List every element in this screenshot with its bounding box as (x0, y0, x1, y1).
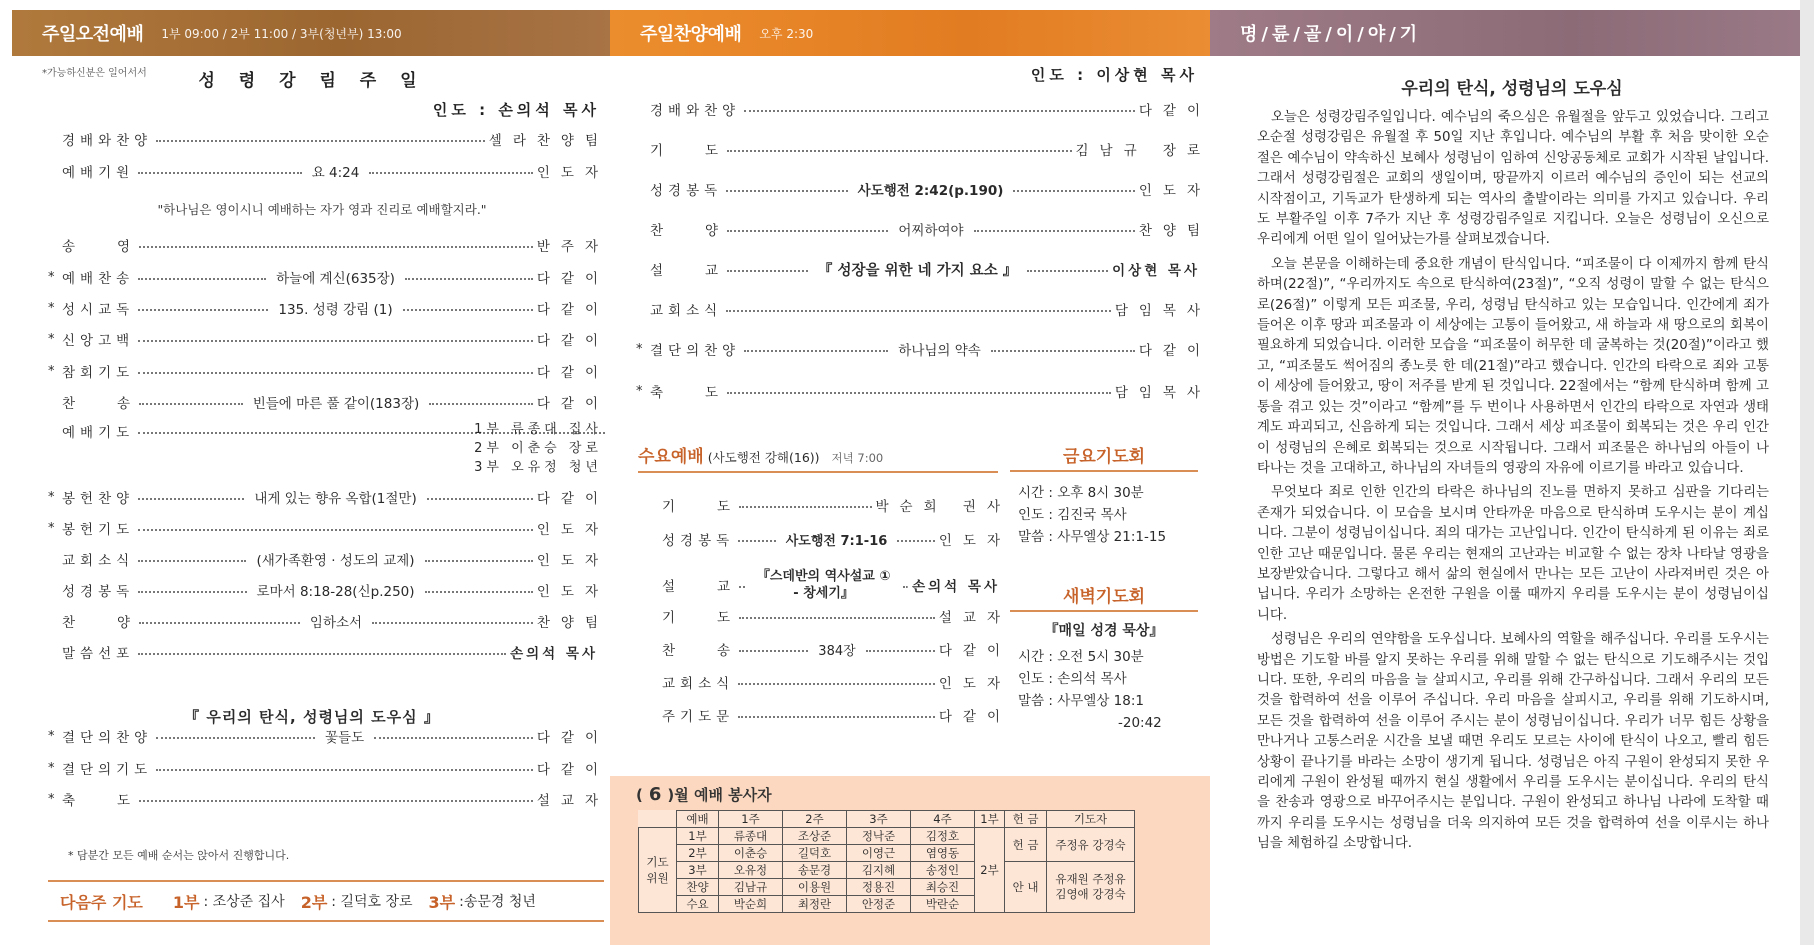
order-label: 성경봉독 (662, 533, 735, 549)
table-header: 기도자 (1047, 811, 1135, 828)
order-label: 봉헌찬양 (62, 491, 135, 507)
service-order-row (48, 757, 609, 779)
offering-names: 주정유 강경숙 (1047, 828, 1135, 862)
dot-leader (138, 372, 533, 374)
table-cell: 이영근 (847, 845, 911, 862)
seated-note: * 담분간 모든 예배 순서는 앉아서 진행합니다. (68, 849, 290, 862)
table-cell: 김지혜 (847, 862, 911, 879)
order-label: 참회기도 (62, 365, 135, 381)
order-person: 설교자 (938, 610, 1011, 626)
order-label: 기 도 (662, 610, 736, 626)
scripture-quote: "하나님은 영이시니 예배하는 자가 영과 진리로 예배할지라." (157, 202, 487, 217)
service-order-row (636, 218, 1211, 240)
service-order-row (48, 297, 609, 319)
sunday-morning-column (12, 0, 610, 945)
order-detail: 하나님의 약속 (892, 339, 987, 359)
dot-leader (739, 617, 935, 619)
next-prayer-part: 1부 (172, 892, 200, 912)
order-detail: 사도행전 7:1-16 (780, 530, 894, 549)
table-cell: 박순희 (719, 896, 783, 913)
order-detail: 135. 성령 강림 (1) (272, 298, 398, 318)
order-label: 성시교독 (62, 302, 135, 318)
service-order-row (48, 328, 609, 350)
stand-mark: * (48, 331, 55, 347)
service-leader: 인도 : 손의석 목사 (432, 101, 600, 119)
article-paragraph: 오늘은 성령강림주일입니다. 예수님의 죽으심은 유월절을 앞두고 있었습니다. 그리고 오순절 성령강림은 유월절 후 50일 지난 후입니다. 예수님의 부활 후 처음 맞이한 오순절은 예수님이 약속하신 보혜사 성령님이 임하여 신앙공동체로 교회가 시작된 날입니다. 그래서 성령강림절은 교회의 생일이며, 땅끝까지 이르러 예수님의 증인이 되는 선교의 시작점이고, 기독교가 탄생하게 되는 역사의 출발이라는 의미를 가지고 있습니다. 우리도 부활주일 이후 7주가 지난 후 성령강림주일로 지킵니다. 오늘은 성령님이 오신으로 우리에게 어떤 일이 일어났는가를 살펴보겠습니다. (1257, 110, 1769, 248)
table-cell: 김남규 (719, 879, 783, 896)
order-label: 예배찬송 (62, 271, 135, 287)
title-paren: ( (636, 786, 643, 804)
header-title: 명/륜/골/이/야/기 (1240, 24, 1422, 45)
stand-mark: * (48, 728, 55, 744)
dawn-word: 말씀 : 사무엘상 18:1 (1018, 693, 1144, 709)
order-detail: 요 4:24 (306, 161, 366, 181)
table-cell: 정낙준 (847, 828, 911, 845)
stand-mark: * (48, 269, 55, 285)
order-person: 다같이 (536, 365, 609, 381)
service-order-row (648, 605, 1011, 627)
wednesday-subtitle: (사도행전 강해(16)) (707, 450, 820, 465)
dot-leader (727, 270, 808, 272)
stand-mark: * (636, 383, 643, 399)
table-cell: 수요 (677, 896, 719, 913)
volunteers-box (610, 776, 1210, 945)
stand-mark: * (48, 791, 55, 807)
dot-leader (139, 800, 533, 802)
article-paragraph: 오늘 본문을 이해하는데 중요한 개념이 탄식입니다. “피조물이 다 이제까지 함께 탄식하며(22절)”, “우리까지도 속으로 탄식하여(23절)”, “오직 성령이 말할 수 없는 탄식으로(26절)” 이렇게 모든 피조물, 우리, 성령님 탄식하고 있는 모습입니다. 인간에게 죄가 들어온 이후 땅과 피조물과 이 세상에는 고통이 들어왔고, 새 하늘과 새 땅으로의 회복이 필요하게 되었습니다. 이러한 모습을 “피조물이 허무한 데 굴복하는 것(20절)”이라고 했고, “피조물도 썩어짐의 종노릇 한 데(21절)”라고 했습니다. 인간의 타락으로 죄와 고통이 세상에 들어왔고, 땅이 저주를 받게 된 것입니다. 22절에서는 “함께 탄식하며 함께 고통을 겪고 있는 것”이라고 “함께”를 두 번이나 사용하면서 인간의 타락으로 자연과 생태계도 파괴되고, 신음하게 되는 것입니다. 그래서 세상 피조물이 회복되는 것은 우리 인간이 성령님의 은혜로 회복되는 것으로 시작됩니다. 그래서 피조물은 하나님의 아들이 나타나는 것을 고대하고, 하나님의 자녀들의 영광의 자유에 이르기를 바라고 있습니다. (1257, 256, 1769, 476)
order-person: 다같이 (536, 302, 609, 318)
order-person: 인도자 (536, 553, 609, 569)
table-cell: 찬양 (677, 879, 719, 896)
service-order-row (48, 360, 609, 382)
table-cell: 최승진 (911, 879, 975, 896)
table-cell: 염영동 (911, 845, 975, 862)
order-label: 말씀선포 (62, 646, 135, 662)
order-person: 인도자 (536, 165, 610, 181)
table-header: 1부 (975, 811, 1005, 828)
table-header: 1주 (719, 811, 783, 828)
header-title: 주일찬양예배 (640, 24, 742, 45)
order-label: 설 교 (662, 579, 736, 595)
service-leader: 인도 : 이상현 목사 (1030, 66, 1198, 84)
next-prayer-title: 다음주 기도 (60, 892, 143, 912)
order-detail: 384장 (812, 640, 861, 659)
sunday-afternoon-header (610, 10, 1210, 56)
service-order-row (48, 610, 610, 632)
order-label: 찬 양 (62, 615, 136, 631)
dawn-prayer-info (1018, 646, 1162, 734)
order-person: 다같이 (536, 491, 609, 507)
order-person: 다같이 (1138, 103, 1211, 119)
right-edge-bar (1800, 0, 1814, 945)
friday-time: 시간 : 오후 8시 30분 (1018, 485, 1144, 501)
order-person: 인도자 (938, 533, 1011, 549)
guide-names-line: 김영애 강경숙 (1055, 887, 1126, 901)
service-order-row (48, 788, 609, 810)
dot-leader (738, 716, 935, 718)
table-header: 예배 (677, 811, 719, 828)
group-label: 기도 위원 (639, 828, 677, 913)
order-person: 인도자 (938, 676, 1011, 692)
table-cell: 류종대 (719, 828, 783, 845)
order-label: 예배기도 (62, 425, 135, 441)
service-order-row (48, 391, 610, 413)
service-order-row (48, 128, 609, 150)
order-person: 김남규 장로 (1075, 143, 1211, 159)
dot-leader (156, 737, 315, 739)
dot-leader (138, 340, 533, 342)
stand-mark: * (48, 520, 55, 536)
prayer-list (312, 420, 602, 477)
dot-leader (738, 683, 935, 685)
guide-label: 안 내 (1005, 862, 1047, 913)
order-label: 결단의찬양 (62, 730, 153, 746)
dot-leader (866, 650, 935, 652)
order-label: 경배와찬양 (62, 133, 153, 149)
dawn-prayer-header: 새벽기도회 (1010, 582, 1198, 612)
table-header: 3주 (847, 811, 911, 828)
order-label: 성경봉독 (62, 584, 135, 600)
dot-leader (369, 172, 533, 174)
next-prayer-part: 2부 (300, 892, 328, 912)
header-title: 주일오전예배 (42, 24, 144, 45)
stand-mark: * (48, 489, 55, 505)
service-order-row (648, 704, 1011, 726)
order-label: 결단의찬양 (650, 343, 741, 359)
service-order-row (648, 671, 1011, 693)
friday-word: 말씀 : 사무엘상 21:1-15 (1018, 529, 1167, 545)
dot-leader (139, 622, 300, 624)
order-detail: 임하소서 (304, 611, 368, 631)
dot-leader (156, 140, 485, 142)
order-detail: 내게 있는 향유 옥합(1절만) (248, 487, 422, 507)
service-order-row (48, 548, 609, 570)
table-cell: 1부 (677, 828, 719, 845)
order-label: 설 교 (650, 263, 724, 279)
dot-leader (374, 737, 533, 739)
table-cell: 조상준 (783, 828, 847, 845)
order-detail: 빈들에 마른 풀 같이(183장) (247, 392, 426, 412)
dot-leader (974, 230, 1135, 232)
dot-leader (138, 653, 506, 655)
order-label: 주기도문 (662, 709, 735, 725)
table-cell: 송문경 (783, 862, 847, 879)
guide-names (1047, 862, 1135, 913)
order-person: 다같이 (536, 730, 609, 746)
order-label: 찬 송 (62, 396, 136, 412)
dot-leader (138, 591, 246, 593)
dot-leader (744, 110, 1135, 112)
table-header: 헌 금 (1005, 811, 1047, 828)
order-label: 교회소식 (662, 676, 735, 692)
dot-leader (425, 560, 533, 562)
dot-leader (139, 246, 533, 248)
table-cell: 3부 (677, 862, 719, 879)
service-order-row (636, 98, 1211, 120)
prayer-list-item: 1부 류종대 집사 (474, 422, 602, 437)
dot-leader (405, 278, 533, 280)
dot-leader (138, 498, 244, 500)
order-label: 결단의기도 (62, 762, 153, 778)
dot-leader (727, 392, 1111, 394)
order-detail: 꽃들도 (319, 726, 370, 746)
order-person: 이상현 목사 (1112, 263, 1201, 279)
service-order-row (48, 160, 610, 182)
service-order-row (636, 258, 1200, 280)
article-body (1257, 108, 1769, 859)
stand-mark: * (636, 341, 643, 357)
friday-leader: 인도 : 김진국 목사 (1018, 507, 1127, 523)
service-order-row (48, 517, 609, 539)
dot-leader (138, 278, 266, 280)
stand-mark: * (48, 300, 55, 316)
order-label: 교회소식 (62, 553, 135, 569)
service-order-row (648, 565, 1000, 605)
sermon-line-2: - 창세기』 (793, 586, 854, 601)
order-person: 담임목사 (1114, 303, 1211, 319)
dot-leader (739, 586, 745, 588)
dot-leader (403, 309, 533, 311)
dot-leader (903, 586, 909, 588)
dot-leader (739, 650, 808, 652)
volunteers-title (636, 784, 772, 805)
order-person: 박순희 권사 (875, 499, 1011, 515)
service-order-row (48, 725, 609, 747)
column-header (1210, 10, 1814, 56)
stand-mark: * (48, 760, 55, 776)
table-header: 4주 (911, 811, 975, 828)
dot-leader (156, 769, 533, 771)
order-person: 다같이 (938, 709, 1011, 725)
dawn-program: 『매일 성경 묵상』 (1044, 623, 1164, 639)
table-cell: 오유정 (719, 862, 783, 879)
order-detail: 어찌하여야 (892, 219, 969, 239)
order-person: 다같이 (1138, 343, 1212, 359)
next-prayer-name: : 길덕호 장로 (331, 894, 413, 910)
order-label: 찬 양 (650, 223, 724, 239)
order-label: 기 도 (650, 143, 724, 159)
dot-leader (727, 230, 888, 232)
guide-names-line: 유재원 주정유 (1055, 872, 1126, 886)
service-order-row (48, 641, 598, 663)
dot-leader (897, 540, 935, 542)
table-cell: 박란순 (911, 896, 975, 913)
order-person: 찬양팀 (536, 615, 610, 631)
dot-leader (727, 150, 1071, 152)
table-cell: 김정호 (911, 828, 975, 845)
table-cell: 정용진 (847, 879, 911, 896)
article-paragraph: 성령님은 우리의 연약함을 도우십니다. 보혜사의 역할을 해주십니다. 우리를 도우시는 방법은 기도할 바를 알지 못하는 우리를 위해 말할 수 없는 탄식으로 기도해주시는 것입니다. 또한, 우리의 마음을 늘 살피시고, 우리를 위해 간구하십니다. 그래서 우리의 모든 것을 합력하여 선을 이루어 주십니다. 우리 마음을 살피시고, 우리를 위해 기도하시며, 모든 것을 합력하여 선을 이루어 주시는 분이 성령님이십니다. 우리가 너무 힘든 상황을 만나거나 고통스러운 시간을 보낼 때면 우리도 모르는 사이에 탄식이 나오고, 빨리 힘든 상황이 끝나기를 바라는 소망이 생기게 됩니다. 성령님은 아직 구원이 완성되지 못한 우리에게 구원이 완성될 때까지 현실 생활에서 우리를 도우시는 분이십니다. 우리의 탄식을 찬송과 영광으로 바꾸어주시는 분입니다. 구원이 완성되고 하나님 나라에 도착할 때까지 우리를 도우시는 성령님을 더욱 의지하여 모든 것을 합력하여 선을 이루시는 하나님을 체험하길 소망합니다. (1257, 632, 1769, 852)
service-order-row (48, 579, 609, 601)
volunteers-table (638, 810, 1135, 913)
header-times: 1부 09:00 / 2부 11:00 / 3부(청년부) 13:00 (161, 26, 402, 41)
dawn-word-cont: -20:42 (1118, 715, 1162, 731)
dot-leader (372, 622, 533, 624)
service-order-row (636, 380, 1211, 402)
volunteers-month: 6 (648, 784, 662, 805)
friday-prayer-info (1018, 482, 1166, 548)
dot-leader (1013, 190, 1134, 192)
table-corner (639, 811, 677, 828)
friday-prayer-header: 금요기도회 (1010, 442, 1198, 472)
dot-leader (738, 540, 776, 542)
next-week-prayer-bar (48, 880, 604, 922)
next-prayer-name: : 조상준 집사 (203, 894, 285, 910)
table-cell: 2부 (677, 845, 719, 862)
order-detail: 하늘에 계신(635장) (270, 267, 401, 287)
order-person: 손의석 목사 (510, 646, 598, 662)
order-person: 인도자 (1138, 183, 1211, 199)
dot-leader (138, 560, 246, 562)
order-label: 축 도 (62, 793, 136, 809)
order-person: 다같이 (536, 396, 610, 412)
article-paragraph: 무엇보다 죄로 인한 인간의 타락은 하나님의 진노를 면하지 못하고 심판을 기다리는 존재가 되었습니다. 이 모습을 보시며 안타까운 마음으로 탄식하며 도우시는 분이 계십니다. 그분이 성령님이십니다. 죄의 대가는 고난입니다. 인간이 탄식하게 된 이유는 죄로 인한 고난 때문입니다. 물론 우리는 현재의 고난과는 비교할 수 없는 장차 나타날 영광을 보장받았습니다. 그렇다고 해서 삶의 현실에서 만나는 모든 고난이 사라져버린 것은 아닙니다. 우리가 소망하는 온전한 구원을 이룰 때까지 우리를 도우시는 분이 성령님이십니다. (1257, 485, 1769, 623)
dot-leader (726, 310, 1111, 312)
dot-leader (1027, 270, 1108, 272)
table-cell: 송정인 (911, 862, 975, 879)
order-person: 다같이 (536, 762, 609, 778)
order-person: 찬양팀 (1138, 223, 1211, 239)
order-person: 셀라찬양팀 (488, 133, 609, 149)
offering-label: 헌 금 (1005, 828, 1047, 862)
dot-leader (139, 403, 243, 405)
dawn-leader: 인도 : 손의석 목사 (1018, 671, 1127, 687)
order-label: 축 도 (650, 385, 724, 401)
order-person: 다같이 (938, 643, 1011, 659)
order-label: 송 영 (62, 239, 136, 255)
order-label: 교회소식 (650, 303, 723, 319)
table-cell: 이춘승 (719, 845, 783, 862)
service-order-row (648, 494, 1011, 516)
next-prayer-part: 3부 (428, 892, 456, 912)
order-detail: (새가족환영 · 성도의 교제) (250, 549, 420, 569)
order-label: 예배기원 (62, 165, 135, 181)
service-title: 성 령 강 림 주 일 (198, 71, 426, 91)
header-time: 오후 2:30 (759, 26, 814, 41)
service-order-row (636, 178, 1211, 200)
dot-leader (429, 403, 533, 405)
order-person: 손의석 목사 (912, 579, 1000, 595)
table-header: 2주 (783, 811, 847, 828)
sermon-title: 『 우리의 탄식, 성령님의 도우심 』 (184, 708, 440, 726)
dawn-time: 시간 : 오전 5시 30분 (1018, 649, 1144, 665)
prayer-list-item: 3부 오유정 청년 (474, 460, 602, 475)
wednesday-header (638, 442, 998, 473)
dot-leader (427, 498, 533, 500)
order-label: 찬 송 (662, 643, 736, 659)
order-detail: 사도행전 2:42(p.190) (852, 179, 1010, 199)
service-order-row (648, 638, 1011, 660)
dot-leader (138, 309, 268, 311)
order-person: 설교자 (536, 793, 609, 809)
order-person: 인도자 (536, 584, 609, 600)
service-order-row (636, 138, 1211, 160)
table-cell: 안정준 (847, 896, 911, 913)
title-rest: )월 예배 봉사자 (667, 786, 772, 804)
service-order-row (648, 528, 1011, 550)
table-cell: 최정란 (783, 896, 847, 913)
order-label: 성경봉독 (650, 183, 723, 199)
service-order-row (48, 486, 609, 508)
dot-leader (138, 529, 533, 531)
service-order-row (48, 266, 610, 288)
order-person: 다같이 (536, 333, 609, 349)
stand-note: *가능하신분은 일어서서 (42, 68, 147, 79)
service-order-row (636, 338, 1212, 360)
dot-leader (739, 506, 871, 508)
dot-leader (425, 591, 533, 593)
stand-mark: * (48, 363, 55, 379)
table-cell: 길덕호 (783, 845, 847, 862)
order-detail: 『 성장을 위한 네 가지 요소 』 (812, 259, 1023, 280)
order-person: 인도자 (536, 522, 609, 538)
table-cell: 이용원 (783, 879, 847, 896)
wednesday-title: 수요예배 (638, 447, 704, 467)
order-person: 반주자 (536, 239, 609, 255)
part-label: 2부 (975, 828, 1005, 913)
prayer-list-item: 2부 이춘승 장로 (474, 441, 602, 456)
sermon-line-1: 『스데반의 역사설교 ① (756, 569, 891, 584)
order-label: 경배와찬양 (650, 103, 741, 119)
order-label: 봉헌기도 (62, 522, 135, 538)
order-label: 신앙고백 (62, 333, 135, 349)
dot-leader (991, 350, 1135, 352)
order-person: 담임목사 (1114, 385, 1211, 401)
order-detail: 로마서 8:18-28(신p.250) (251, 580, 421, 600)
order-person: 다같이 (536, 271, 610, 287)
dot-leader (744, 350, 888, 352)
sunday-morning-header (12, 10, 610, 56)
wednesday-time: 저녁 7:00 (831, 451, 884, 465)
service-order-row (636, 298, 1211, 320)
order-label: 기 도 (662, 499, 736, 515)
dot-leader (726, 190, 847, 192)
order-detail (749, 568, 899, 602)
next-prayer-name: :송문경 청년 (459, 894, 536, 910)
service-order-row (48, 234, 609, 256)
dot-leader (138, 172, 302, 174)
article-title: 우리의 탄식, 성령님의 도우심 (1401, 79, 1623, 99)
